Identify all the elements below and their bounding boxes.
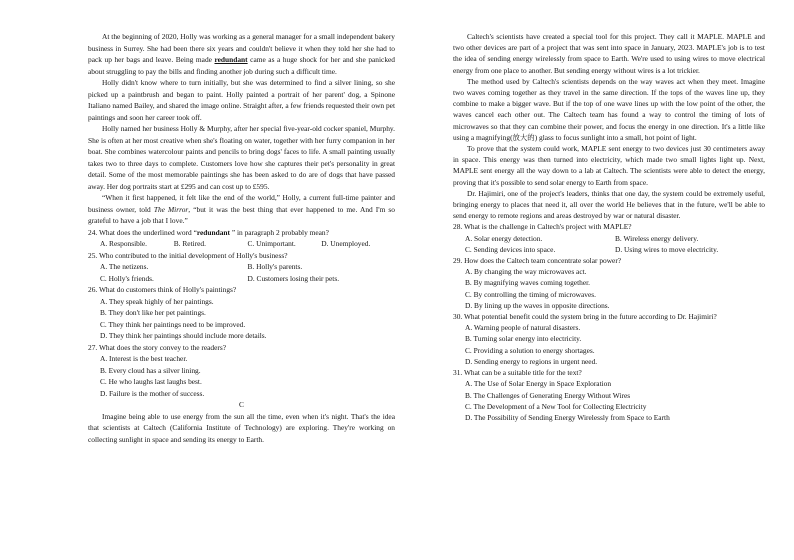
- option-d[interactable]: D. Unemployed.: [321, 239, 371, 248]
- option-a[interactable]: A. The netizens.: [100, 262, 149, 271]
- passage-b-paragraph-4: [88, 192, 395, 227]
- option-b[interactable]: B. Wireless energy delivery.: [615, 233, 699, 243]
- paragraph-text: , “but it was the best thing that ever happened to me. And I'm so grateful to have a job that I love.”: [88, 204, 396, 225]
- question-stem: 30. What potential benefit could the system bring in the future according to Dr. Hajimiri?: [453, 312, 717, 322]
- question-24: [88, 227, 395, 250]
- passage-c-paragraph-1: Imagine being able to use energy from the sun all the time, even when it's night. That's the idea that scientists at Caltech (California Institute of Technology) are exploring. They're working on collecting sunlight in space and sending its energy to Earth.: [88, 411, 395, 444]
- option-a[interactable]: A. The Use of Solar Energy in Space Exploration: [465, 379, 612, 389]
- option-d[interactable]: D. They think her paintings should include more details.: [100, 331, 267, 340]
- question-25: [88, 250, 395, 285]
- option-c[interactable]: C. The Development of a New Tool for Collecting Electricity: [465, 401, 647, 411]
- question-stem: 29. How does the Caltech team concentrate solar power?: [453, 256, 622, 266]
- option-b[interactable]: B. By magnifying waves coming together.: [465, 278, 591, 288]
- option-c[interactable]: C. Holly's friends.: [100, 273, 154, 283]
- question-stem: 28. What is the challenge in Caltech's project with MAPLE?: [453, 222, 632, 232]
- question-27: [88, 342, 395, 400]
- question-stem: 27. What does the story convey to the readers?: [88, 342, 226, 352]
- option-b[interactable]: B. They don't like her pet paintings.: [100, 308, 206, 317]
- option-c[interactable]: C. He who laughs last laughs best.: [100, 377, 202, 386]
- question-stem: 31. What can be a suitable title for the text?: [453, 368, 582, 378]
- option-b[interactable]: B. Retired.: [173, 239, 206, 248]
- paragraph-text: came as a huge shock for her and she panicked about struggling to pay the bills and finding another job during such a difficult time.: [88, 55, 395, 76]
- option-c[interactable]: C. By controlling the timing of microwaves.: [465, 289, 596, 299]
- question-28: [453, 221, 765, 255]
- option-d[interactable]: D. By lining up the waves in opposite directions.: [465, 300, 610, 310]
- options-row: [88, 261, 395, 273]
- option-d[interactable]: D. Customers losing their pets.: [247, 273, 340, 283]
- stem-keyword: redundant: [196, 227, 230, 237]
- publication-name: The Mirror: [153, 204, 189, 214]
- option-a[interactable]: A. Solar energy detection.: [465, 233, 543, 243]
- options-row: [88, 238, 395, 250]
- paragraph-text: At the beginning of 2020, Holly was working as a general manager for a small independent bakery business in Surrey. She had been there six years and couldn't believe it when they told her she had to pack up her bags and leave. Being made: [88, 32, 395, 64]
- option-c[interactable]: C. They think her paintings need to be improved.: [100, 319, 246, 329]
- option-d[interactable]: D. Failure is the mother of success.: [100, 388, 205, 398]
- option-c[interactable]: C. Providing a solution to energy shortages.: [465, 345, 595, 355]
- question-stem: 26. What do customers think of Holly's paintings?: [88, 285, 237, 294]
- question-31: [453, 367, 765, 423]
- section-c-heading: C: [239, 400, 244, 409]
- passage-c-paragraph-3: The method used by Caltech's scientists depends on the way waves act when they meet. Imagine two waves coming together as they travel in the same direction. If the tops of the waves line up, they combine to make a bigger wave. But if the top of one wave lines up with the low point of the other, the waves cancel each other out. The Caltech team has found a way to control the timing of lots of microwaves so that they can combine their power, and focus the energy in one direction. It's a little like using a magnifying(放大的) glass to focus sunlight into a small, hot point of light.: [453, 76, 765, 142]
- option-a[interactable]: A. By changing the way microwaves act.: [465, 267, 587, 277]
- option-d[interactable]: D. Sending energy to regions in urgent need.: [465, 356, 598, 366]
- question-stem: [88, 227, 395, 239]
- passage-c-paragraph-5: Dr. Hajimiri, one of the project's leaders, thinks that one day, the system could be extremely useful, bringing energy to places that need it, all over the world He believes that in the future, we'll be able to send energy to remote regions and areas destroyed by war or natural disaster.: [453, 188, 765, 221]
- option-a[interactable]: A. Responsible.: [100, 239, 148, 248]
- options-row: [453, 244, 765, 255]
- option-b[interactable]: B. The Challenges of Generating Energy Without Wires: [465, 390, 631, 400]
- option-b[interactable]: B. Turning solar energy into electricity.: [465, 334, 582, 344]
- options-row: [453, 233, 765, 244]
- question-29: [453, 255, 765, 311]
- question-26: [88, 284, 395, 342]
- option-b[interactable]: B. Holly's parents.: [247, 262, 303, 271]
- option-b[interactable]: B. Every cloud has a silver lining.: [100, 365, 201, 375]
- passage-c-paragraph-4: To prove that the system could work, MAPLE sent energy to two devices just 30 centimeters away in space. This energy was then turned into electricity, which made two small lights light up. Next, MAPLE sent energy all the way down to a lab at Caltech. The scientists were able to detect the energy, proving that it's possible to send solar energy to Earth from space.: [453, 144, 765, 187]
- option-a[interactable]: A. They speak highly of her paintings.: [100, 296, 214, 306]
- option-a[interactable]: A. Interest is the best teacher.: [100, 354, 188, 363]
- passage-b-paragraph-3: Holly named her business Holly & Murphy, after her special five-year-old cocker spaniel, Murphy. She is often at her most creative when she's floating on water, together with her furry companion in her boat. She combines watercolour paints and pencils to bring dogs' faces to life. A small painting usually takes two to three days to complete. Customers love how she captures their pet's personality in great detail. Some of the most memorable paintings she has been asked to do are of dogs that have passed away. Her dog portraits start at £295 and can cost up to £595.: [88, 124, 395, 191]
- question-stem: 25. Who contributed to the initial development of Holly's business?: [88, 250, 288, 260]
- option-d[interactable]: D. Using wires to move electricity.: [615, 244, 719, 254]
- options-row: [88, 273, 395, 285]
- option-c[interactable]: C. Sending devices into space.: [465, 244, 556, 254]
- question-30: [453, 311, 765, 367]
- option-a[interactable]: A. Warning people of natural disasters.: [465, 323, 581, 333]
- passage-c-paragraph-2: Caltech's scientists have created a special tool for this project. They call it MAPLE. MAPLE and two other devices are part of a project that was sent into space in January, 2023. MAPLE's job is to test the idea of sending energy wirelessly from space to Earth. We're used to using wires to move electrical energy from one place to another. But sending energy without wires is a lot trickier.: [453, 32, 765, 75]
- underlined-keyword: redundant: [214, 55, 248, 64]
- passage-b-paragraph-1: [88, 31, 395, 77]
- passage-b-paragraph-2: Holly didn't know where to turn initially, but she was determined to find a silver lining, so she picked up a paintbrush and began to paint. Holly painted a portrait of her parent' dog, a Spinone Italiano named Bailey, and shared the image online. Straight after, a few friends requested their own pet paintings and soon her career took off.: [88, 78, 395, 122]
- option-d[interactable]: D. The Possibility of Sending Energy Wirelessly from Space to Earth: [465, 412, 670, 422]
- stem-text: ” in paragraph 2 probably mean?: [230, 227, 329, 237]
- right-column: [453, 31, 765, 423]
- paragraph-text: “When it first happened, it felt like the end of the world,” Holly, a current full-time painter and business owner, told: [88, 193, 395, 214]
- stem-text: 24. What does the underlined word “: [88, 227, 197, 237]
- option-c[interactable]: C. Unimportant.: [247, 239, 296, 248]
- left-column: [88, 31, 395, 445]
